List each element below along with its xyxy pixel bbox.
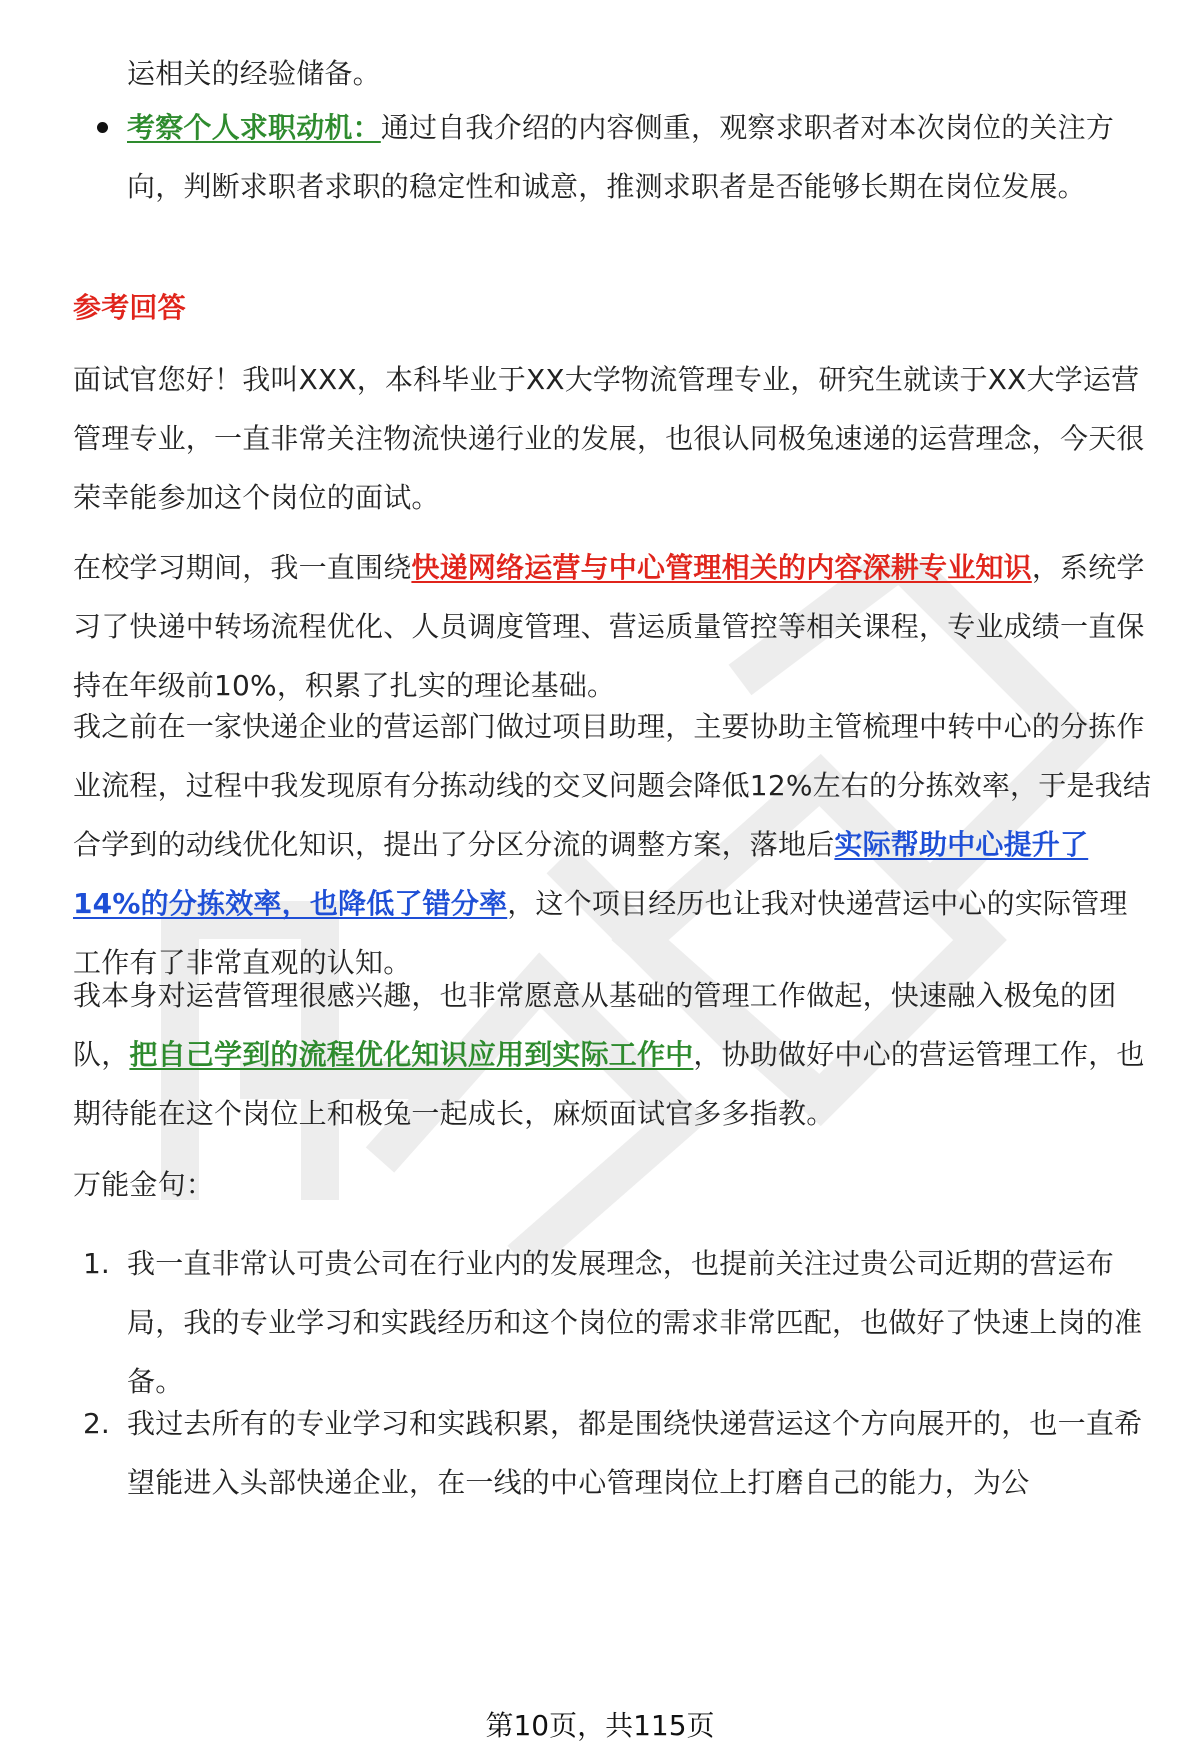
answer-paragraph-2: 在校学习期间，我一直围绕快递网络运营与中心管理相关的内容深耕专业知识，系统学习了快递中转场流程优化、人员调度管理、营运质量管控等相关课程，专业成绩一直保持在年级前10%，积累了扎实的理论基础。 xyxy=(73,551,1145,702)
highlight-green: 把自己学到的流程优化知识应用到实际工作中 xyxy=(129,1038,694,1071)
bullet-text: 通过自我介绍的内容侧重，观察求职者对本次岗位的关注方向，判断求职者求职的稳定性和诚意，推测求职者是否能够长期在岗位发展。 xyxy=(127,111,1115,203)
bullet-title: 考察个人求职动机： xyxy=(127,111,381,144)
section-heading: 参考回答 xyxy=(73,291,186,324)
list-number: 1. xyxy=(83,1247,110,1280)
answer-paragraph-4: 我本身对运营管理很感兴趣，也非常愿意从基础的管理工作做起，快速融入极兔的团队，把自己学到的流程优化知识应用到实际工作中，协助做好中心的营运管理工作，也期待能在这个岗位上和极兔一起成长，麻烦面试官多多指教。 xyxy=(73,979,1145,1130)
highlight-blue: 实际帮助中心提升了14%的分拣效率，也降低了错分率 xyxy=(73,828,1089,920)
bullet-item xyxy=(127,98,1153,216)
highlight-red: 快递网络运营与中心管理相关的内容深耕专业知识 xyxy=(411,551,1032,584)
page-number-footer: 第10页，共115页 xyxy=(485,1709,715,1742)
golden-sentences-label: 万能金句： xyxy=(73,1168,215,1201)
bullet-icon xyxy=(97,122,108,133)
continuation-text: 运相关的经验储备。 xyxy=(127,57,381,90)
list-item: 我过去所有的专业学习和实践积累，都是围绕快递营运这个方向展开的，也一直希望能进入头部快递企业，在一线的中心管理岗位上打磨自己的能力，为公 xyxy=(127,1407,1143,1499)
list-number: 2. xyxy=(83,1407,110,1440)
answer-paragraph-3: 我之前在一家快递企业的营运部门做过项目助理，主要协助主管梳理中转中心的分拣作业流程，过程中我发现原有分拣动线的交叉问题会降低12%左右的分拣效率，于是我结合学到的动线优化知识，提出了分区分流的调整方案，落地后实际帮助中心提升了14%的分拣效率，也降低了错分率，这个项目经历也让我对快递营运中心的实际管理工作有了非常直观的认知。 xyxy=(73,710,1152,979)
list-item: 我一直非常认可贵公司在行业内的发展理念，也提前关注过贵公司近期的营运布局，我的专业学习和实践经历和这个岗位的需求非常匹配，也做好了快速上岗的准备。 xyxy=(127,1247,1143,1398)
answer-paragraph-1: 面试官您好！我叫XXX，本科毕业于XX大学物流管理专业，研究生就读于XX大学运营管理专业，一直非常关注物流快递行业的发展，也很认同极兔速递的运营理念，今天很荣幸能参加这个岗位的面试。 xyxy=(73,363,1145,514)
